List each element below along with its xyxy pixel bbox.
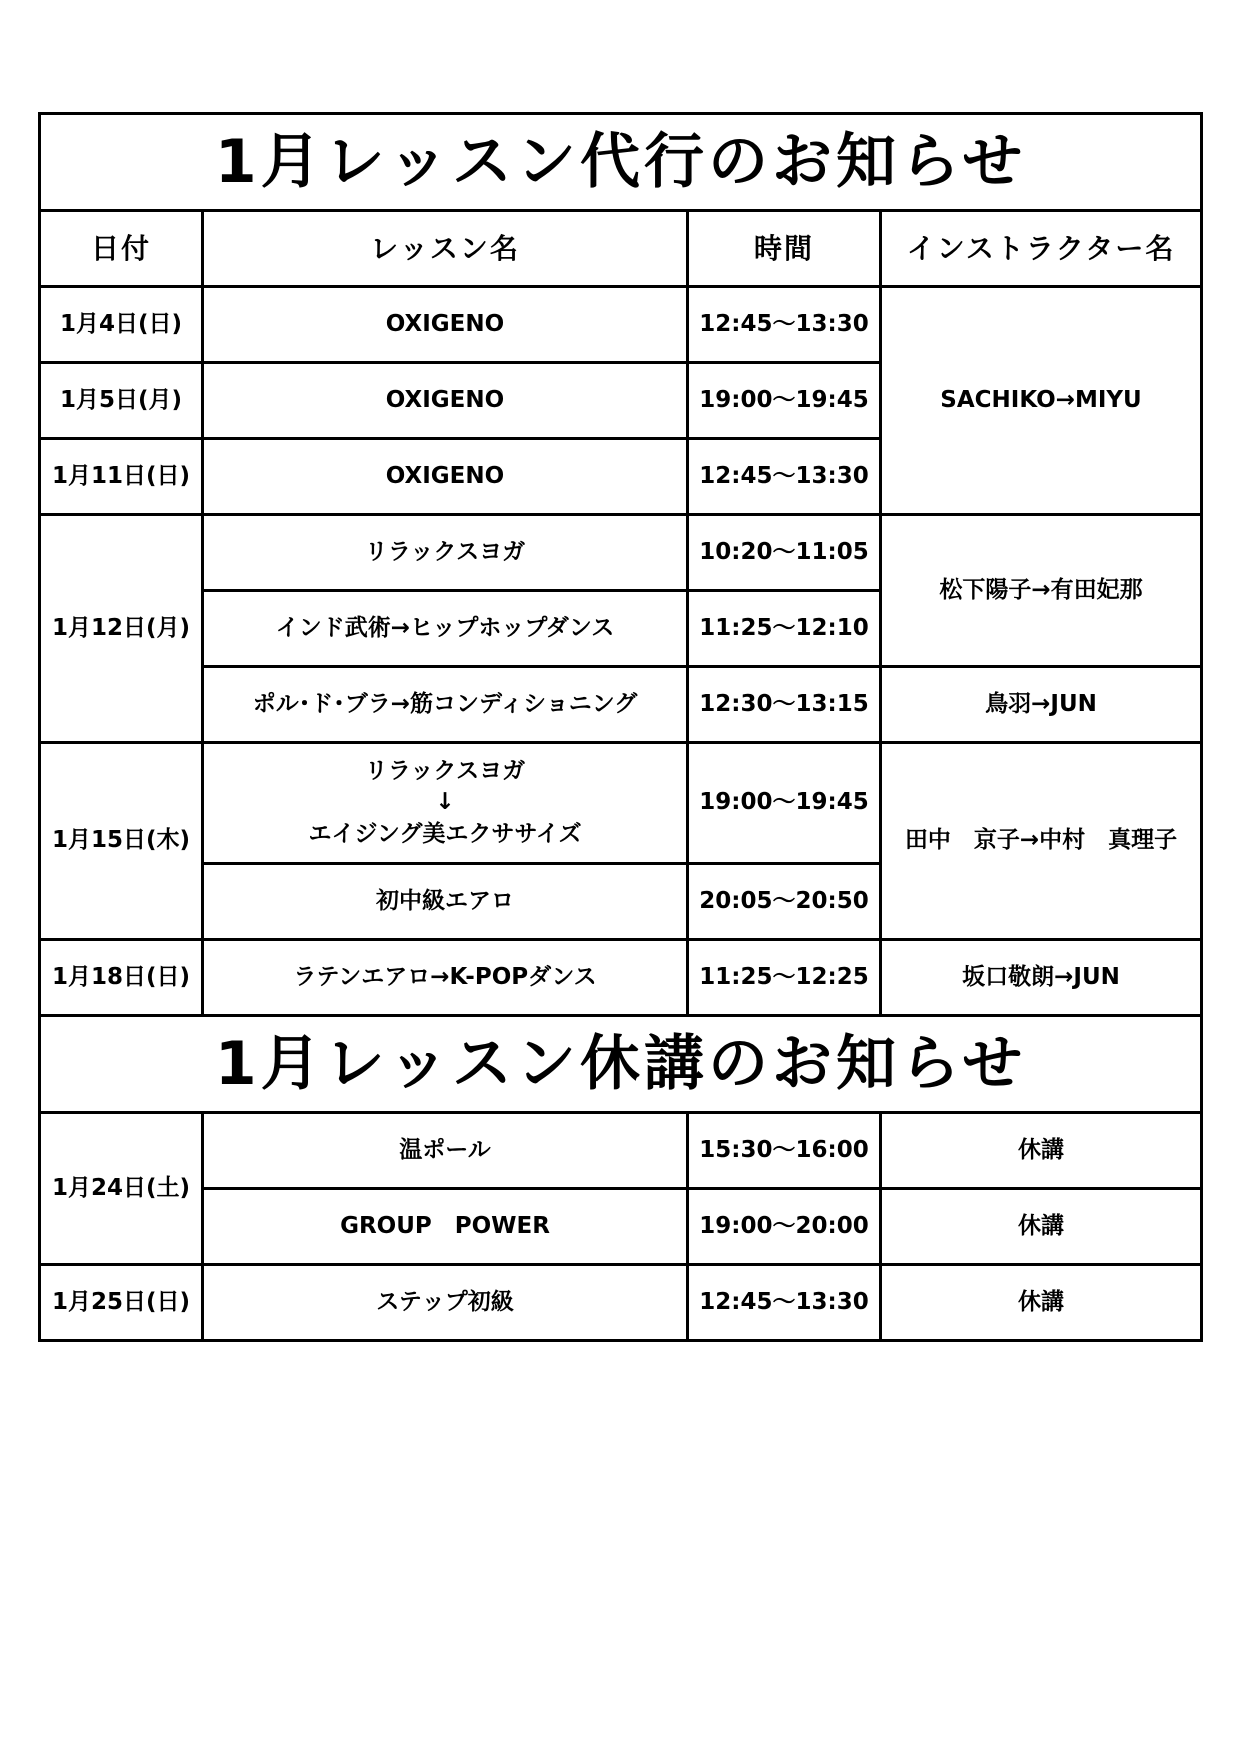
time-cell: 19:00〜19:45: [688, 363, 881, 439]
time-cell: 10:20〜11:05: [688, 515, 881, 591]
date-cell: 1月5日(月): [40, 363, 203, 439]
lesson-cell: ステップ初級: [203, 1265, 688, 1341]
instructor-cell: 松下陽子→有田妃那: [881, 515, 1202, 667]
time-cell: 12:45〜13:30: [688, 287, 881, 363]
time-cell: 19:00〜19:45: [688, 743, 881, 864]
down-arrow: ↓: [435, 789, 455, 816]
header-date: 日付: [40, 211, 203, 287]
date-cell: 1月15日(木): [40, 743, 203, 940]
lesson-cell: OXIGENO: [203, 363, 688, 439]
table-row: [40, 940, 1202, 1016]
time-cell: 11:25〜12:25: [688, 940, 881, 1016]
date-cell: 1月24日(土): [40, 1113, 203, 1265]
lesson-cell: インド武術→ヒップホップダンス: [203, 591, 688, 667]
lesson-cell: [203, 743, 688, 864]
lesson-schedule-table: [38, 112, 1203, 1342]
table-row: [40, 287, 1202, 363]
cancel-title: 1月レッスン休講のお知らせ: [40, 1016, 1202, 1113]
substitute-title: 1月レッスン代行のお知らせ: [40, 114, 1202, 211]
time-cell: 15:30〜16:00: [688, 1113, 881, 1189]
time-cell: 19:00〜20:00: [688, 1189, 881, 1265]
table-row: [40, 743, 1202, 864]
lesson-cell: ポル･ド･ブラ→筋コンディショニング: [203, 667, 688, 743]
lesson-cell: 温ポール: [203, 1113, 688, 1189]
header-row: [40, 211, 1202, 287]
time-cell: 12:45〜13:30: [688, 439, 881, 515]
date-cell: 1月11日(日): [40, 439, 203, 515]
instructor-cell: 坂口敬朗→JUN: [881, 940, 1202, 1016]
time-cell: 12:30〜13:15: [688, 667, 881, 743]
status-cell: 休講: [881, 1189, 1202, 1265]
lesson-cell: 初中級エアロ: [203, 864, 688, 940]
lesson-cell: OXIGENO: [203, 439, 688, 515]
lesson-cell: ラテンエアロ→K-POPダンス: [203, 940, 688, 1016]
instructor-cell: 鳥羽→JUN: [881, 667, 1202, 743]
lesson-cell: GROUP POWER: [203, 1189, 688, 1265]
date-cell: 1月25日(日): [40, 1265, 203, 1341]
lesson-line-1: リラックスヨガ: [364, 758, 526, 785]
lesson-line-2: エイジング美エクササイズ: [308, 820, 582, 847]
cancel-title-row: [40, 1016, 1202, 1113]
status-cell: 休講: [881, 1265, 1202, 1341]
time-cell: 12:45〜13:30: [688, 1265, 881, 1341]
table-row: [40, 1265, 1202, 1341]
table-row: [40, 515, 1202, 591]
instructor-cell: 田中 京子→中村 真理子: [881, 743, 1202, 940]
substitute-title-row: [40, 114, 1202, 211]
status-cell: 休講: [881, 1113, 1202, 1189]
time-cell: 20:05〜20:50: [688, 864, 881, 940]
instructor-cell: SACHIKO→MIYU: [881, 287, 1202, 515]
lesson-cell: リラックスヨガ: [203, 515, 688, 591]
table-row: [40, 667, 1202, 743]
date-cell: 1月12日(月): [40, 515, 203, 743]
table-row: [40, 1113, 1202, 1189]
header-time: 時間: [688, 211, 881, 287]
lesson-cell: OXIGENO: [203, 287, 688, 363]
header-lesson: レッスン名: [203, 211, 688, 287]
time-cell: 11:25〜12:10: [688, 591, 881, 667]
table-row: [40, 1189, 1202, 1265]
date-cell: 1月4日(日): [40, 287, 203, 363]
date-cell: 1月18日(日): [40, 940, 203, 1016]
header-instructor: インストラクター名: [881, 211, 1202, 287]
